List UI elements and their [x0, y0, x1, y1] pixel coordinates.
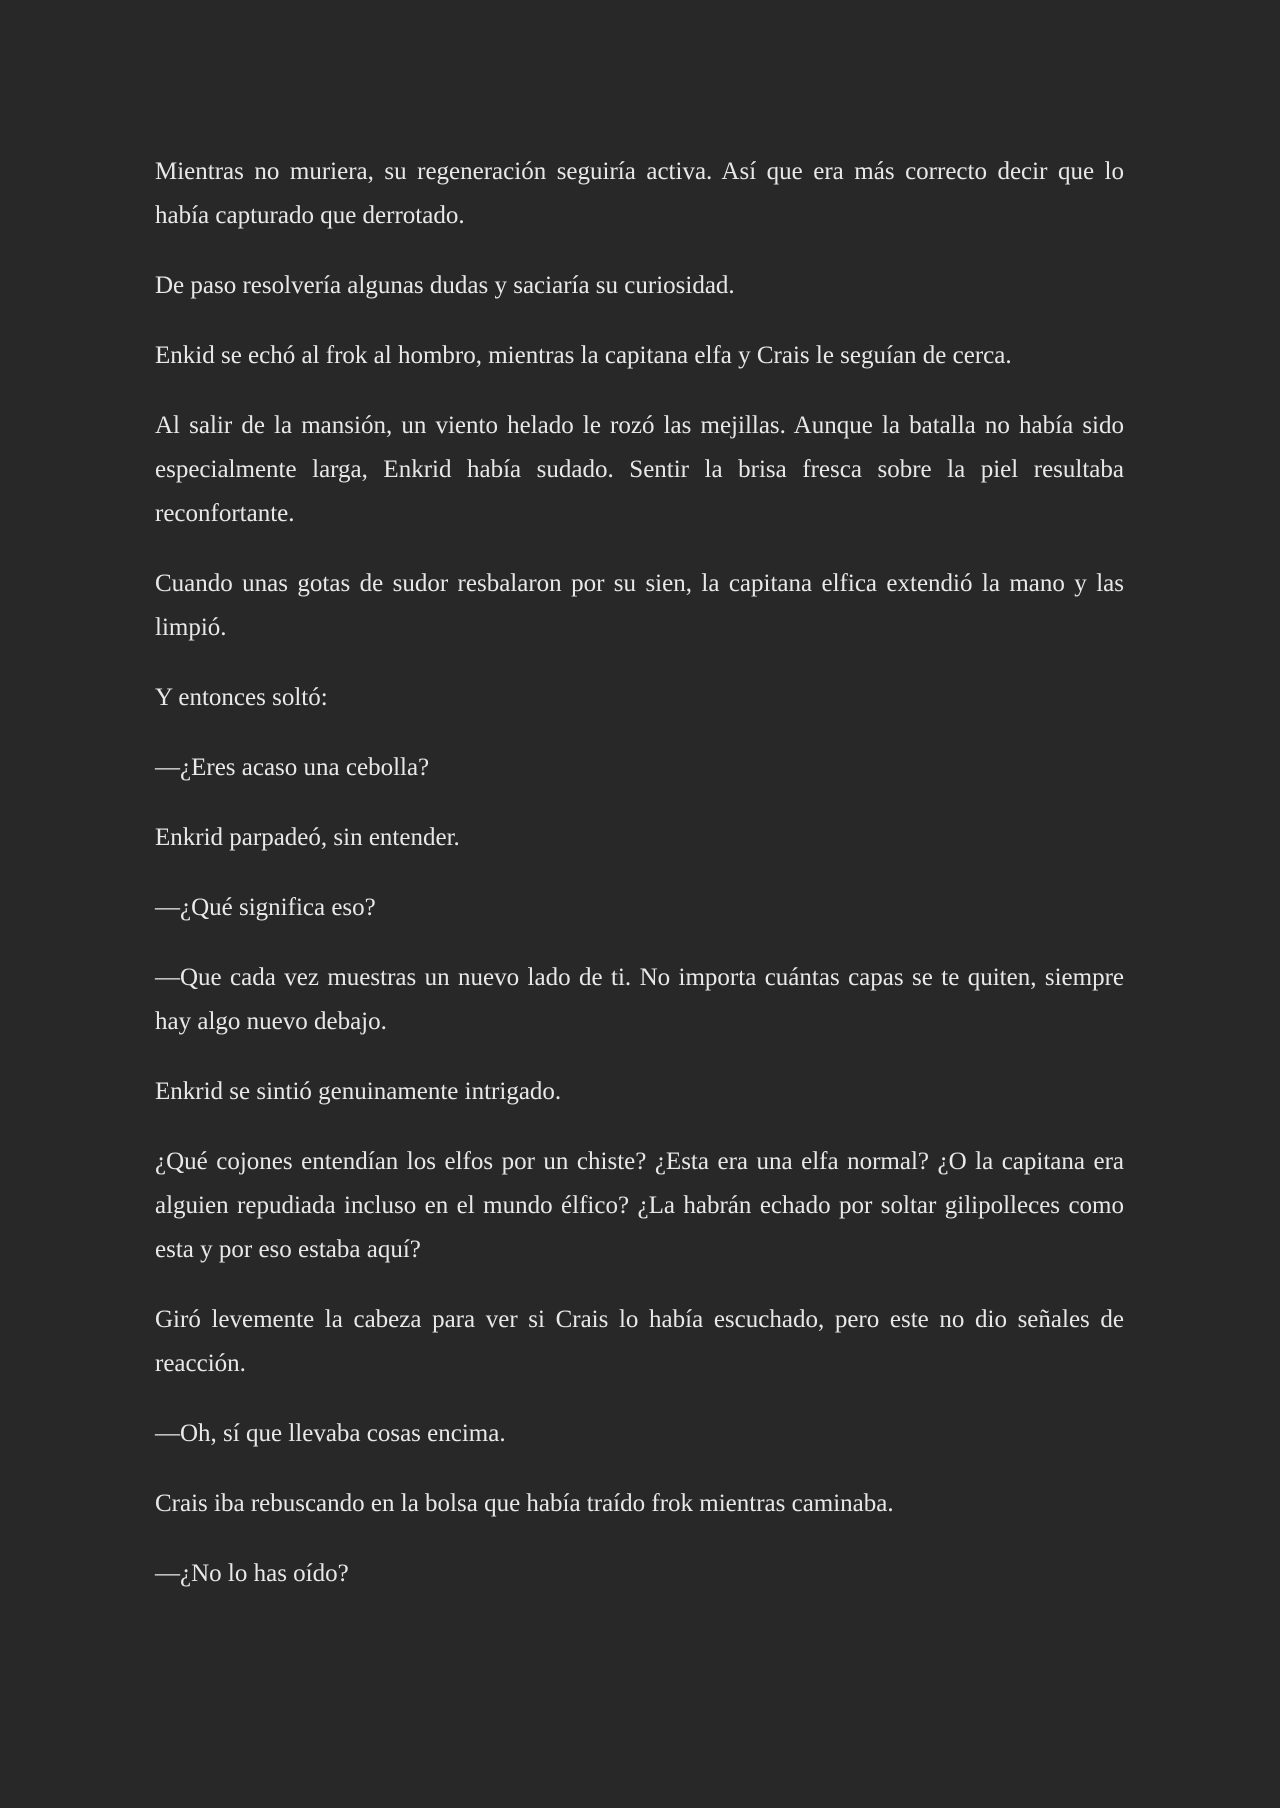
paragraph: Enkid se echó al frok al hombro, mientras la capitana elfa y Crais le seguían de cerca. [155, 342, 1012, 369]
dialogue-line: —¿Qué significa eso? [155, 894, 376, 921]
paragraph: Cuando unas gotas de sudor resbalaron por su sien, la capitana elfica extendió la mano y las limpió. [155, 570, 1124, 641]
dialogue-line: —Que cada vez muestras un nuevo lado de ti. No importa cuántas capas se te quiten, siempre hay algo nuevo debajo. [155, 964, 1124, 1035]
dialogue-line: —¿No lo has oído? [155, 1560, 349, 1587]
paragraph: Enkrid se sintió genuinamente intrigado. [155, 1078, 562, 1105]
paragraph: ¿Qué cojones entendían los elfos por un chiste? ¿Esta era una elfa normal? ¿O la capitana era alguien repudiada incluso en el mundo élfico? ¿La habrán echado por soltar gilipolleces como esta y por eso estaba aquí? [155, 1148, 1124, 1263]
dialogue-line: —¿Eres acaso una cebolla? [155, 754, 430, 781]
document-page [155, 150, 1124, 1622]
paragraph: Crais iba rebuscando en la bolsa que había traído frok mientras caminaba. [155, 1490, 894, 1517]
paragraph: De paso resolvería algunas dudas y saciaría su curiosidad. [155, 272, 735, 299]
paragraph: Giró levemente la cabeza para ver si Crais lo había escuchado, pero este no dio señales de reacción. [155, 1306, 1124, 1377]
paragraph: Enkrid parpadeó, sin entender. [155, 824, 460, 851]
dialogue-line: —Oh, sí que llevaba cosas encima. [155, 1420, 506, 1447]
paragraph: Y entonces soltó: [155, 684, 328, 711]
paragraph: Mientras no muriera, su regeneración seguiría activa. Así que era más correcto decir que lo había capturado que derrotado. [155, 158, 1124, 229]
paragraph: Al salir de la mansión, un viento helado le rozó las mejillas. Aunque la batalla no había sido especialmente larga, Enkrid había sudado. Sentir la brisa fresca sobre la piel resultaba reconfortante. [155, 412, 1124, 527]
